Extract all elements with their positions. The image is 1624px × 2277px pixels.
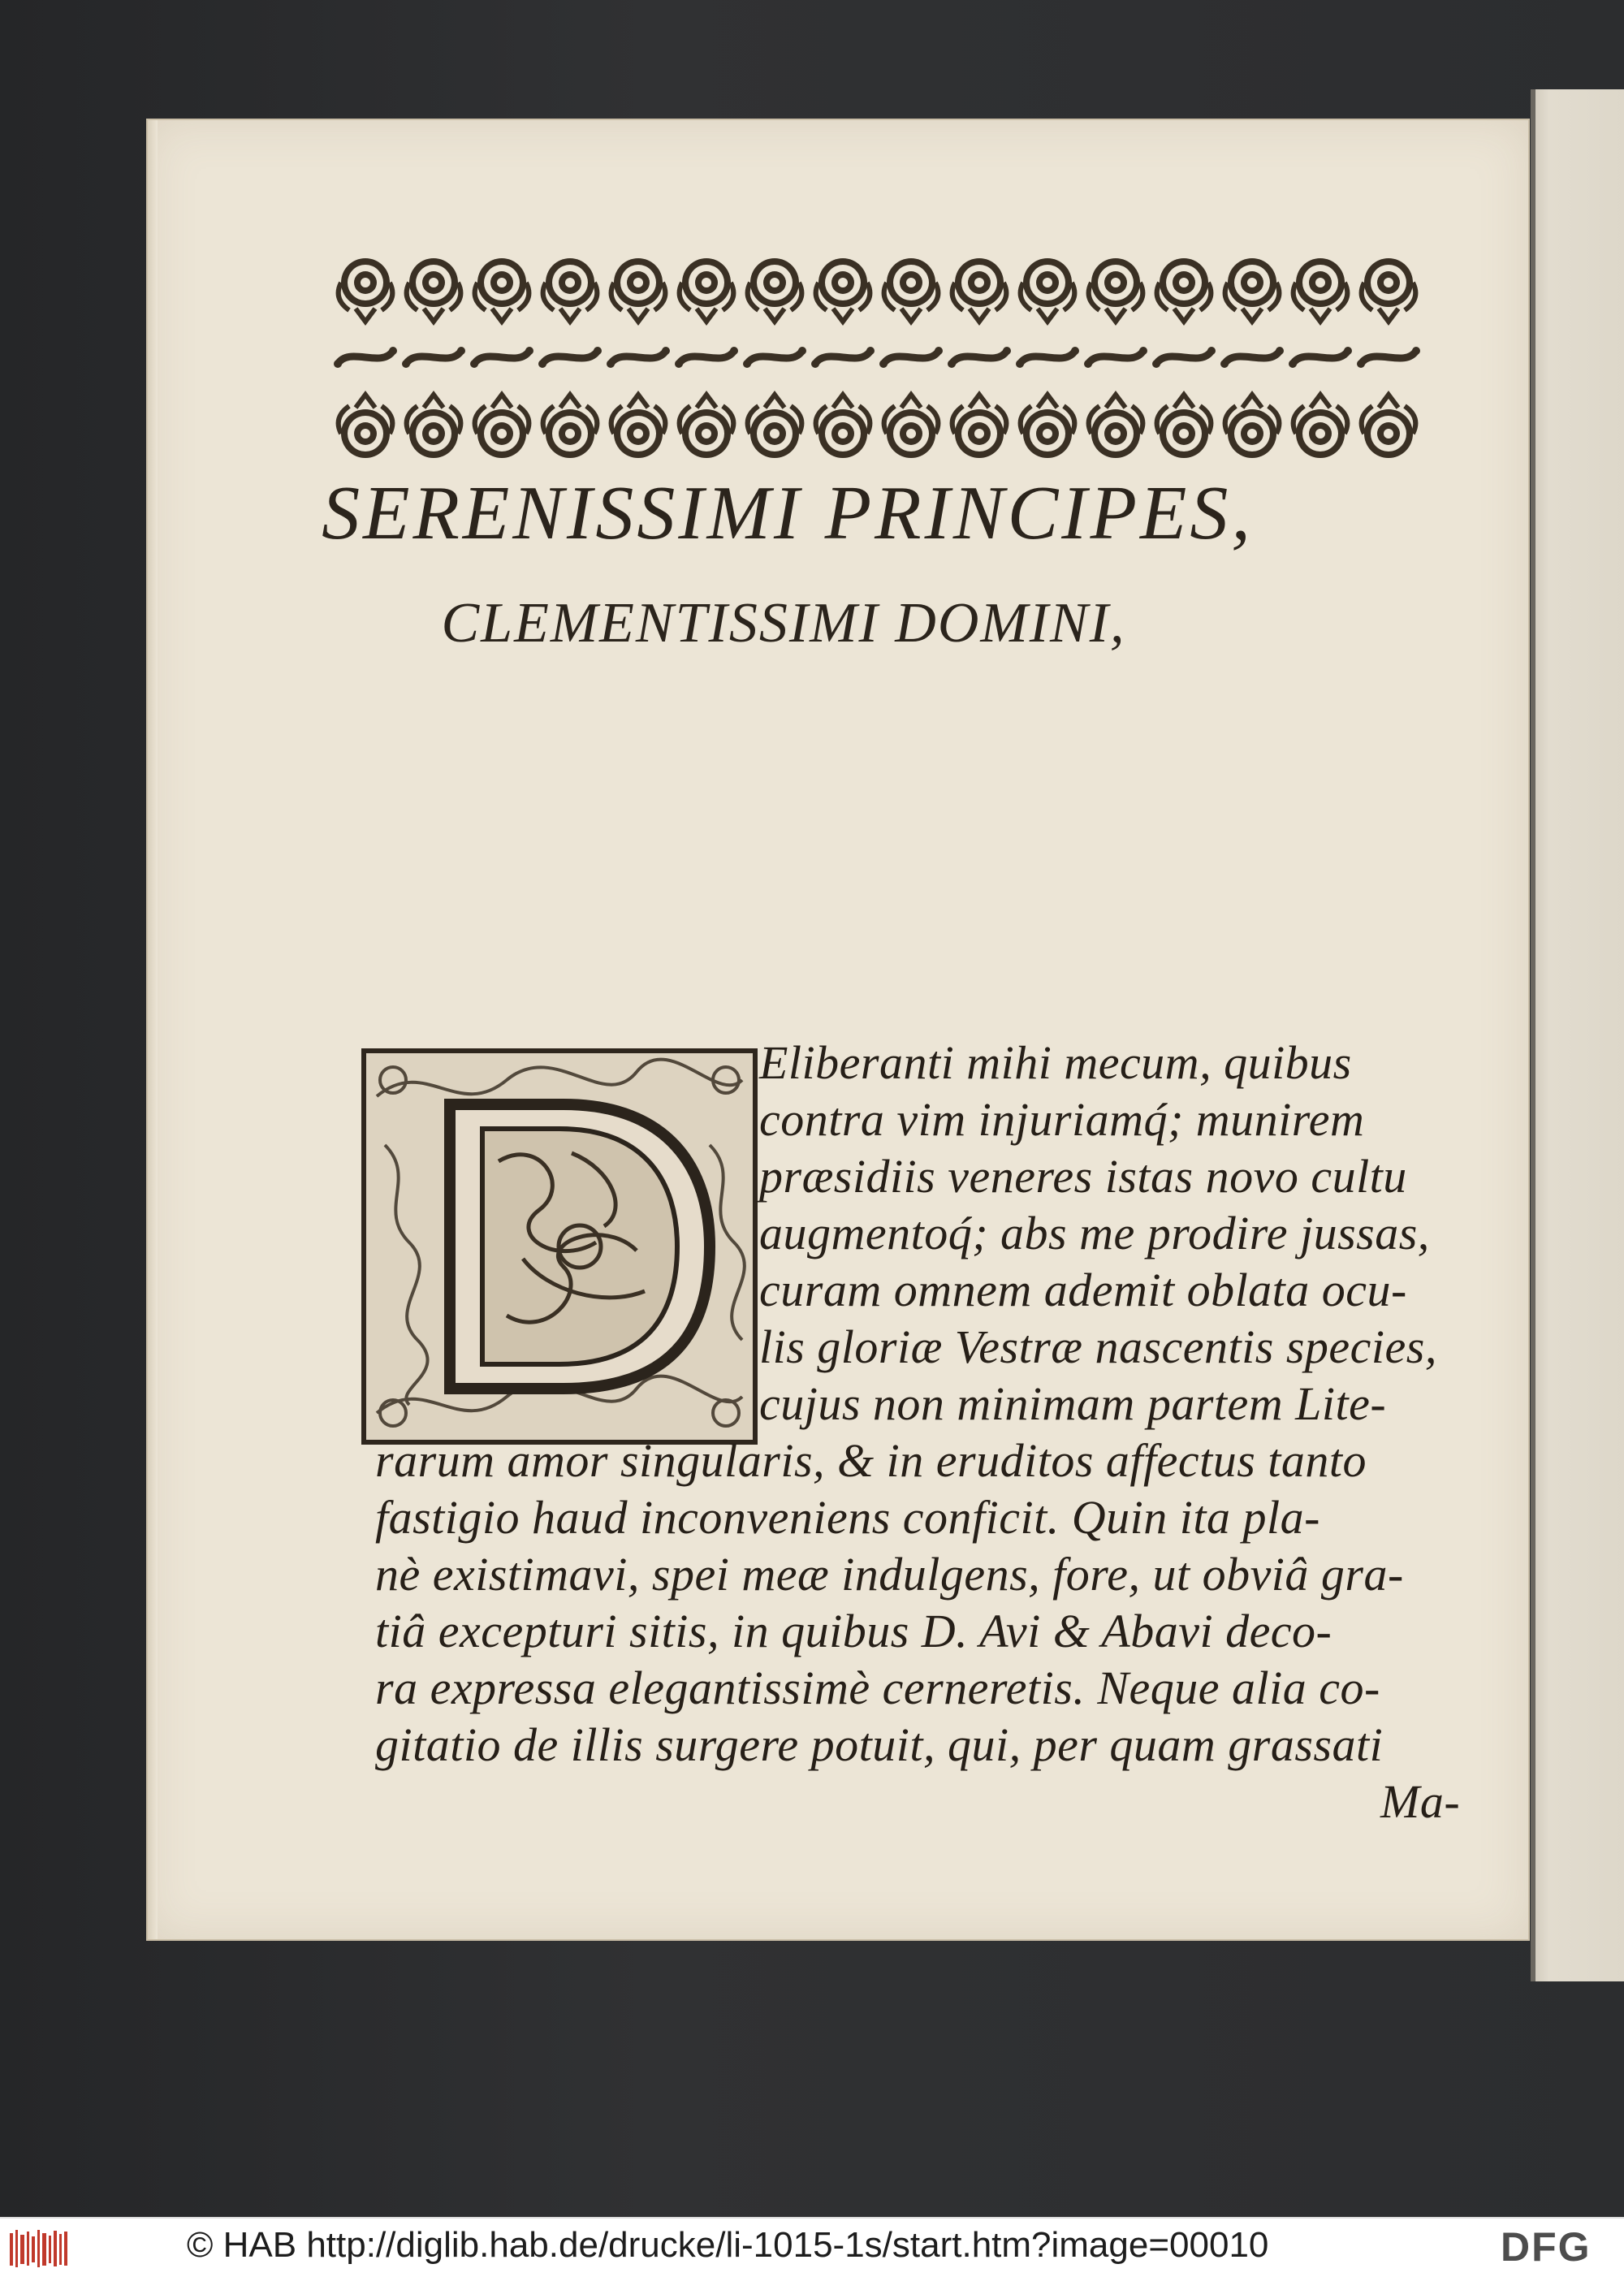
ornament-swirl [1357, 347, 1420, 368]
ornament-flower [407, 395, 461, 458]
ornament-flower [1157, 258, 1212, 322]
body-line: nè existimavi, spei meæ indulgens, fore, ut obviâ gra- [375, 1548, 1404, 1601]
ornament-swirl [675, 347, 738, 368]
ornament-flower [884, 258, 939, 322]
ornament-flower [339, 258, 393, 322]
ornament-swirl [607, 347, 670, 368]
decorated-initial-d [361, 1048, 758, 1445]
ornament-flower [816, 395, 870, 458]
body-line: cujus non minimam partem Lite- [759, 1377, 1387, 1430]
floral-ornament-band [333, 244, 1429, 473]
ornament-swirl [470, 347, 533, 368]
ornament-flower [884, 395, 939, 458]
body-line: rarum amor singularis, & in eruditos affectus tanto [375, 1434, 1367, 1487]
ornament-flower [407, 258, 461, 322]
ornament-flower [1157, 395, 1212, 458]
viewer-footer [0, 2217, 1624, 2277]
ornament-flower [1089, 258, 1143, 322]
ornament-swirl [402, 347, 465, 368]
hab-barcode-logo-icon[interactable] [8, 2228, 70, 2269]
ornament-swirl [1289, 347, 1352, 368]
ornament-flower [543, 258, 598, 322]
dfg-logo: DFG [1501, 2224, 1592, 2270]
ornament-flower [748, 258, 802, 322]
ornament-flower [1294, 395, 1348, 458]
body-line: lis gloriæ Vestræ nascentis species, [759, 1320, 1437, 1373]
ornament-flower [475, 395, 529, 458]
ornament-flower [952, 258, 1007, 322]
body-line: augmentoq́; abs me prodire jussas, [759, 1207, 1430, 1259]
ornament-swirl [1220, 347, 1284, 368]
catchword: Ma- [1380, 1775, 1461, 1828]
ornament-flower [475, 258, 529, 322]
ornament-swirl [811, 347, 875, 368]
body-line: tiâ excepturi sitis, in quibus D. Avi & Abavi deco- [375, 1605, 1332, 1657]
ornament-flower [1225, 395, 1280, 458]
ornament-flower [1362, 395, 1416, 458]
body-line: ra expressa elegantissimè cerneretis. Neque alia co- [375, 1661, 1380, 1714]
body-line: curam omnem ademit oblata ocu- [759, 1264, 1407, 1316]
body-line: præsidiis veneres istas novo cultu [759, 1150, 1407, 1203]
ornament-flower [611, 395, 666, 458]
ornament-flower [1294, 258, 1348, 322]
ornament-flower [952, 395, 1007, 458]
page-heading-line1: SERENISSIMI PRINCIPES, [322, 471, 1254, 555]
ornament-swirl [538, 347, 602, 368]
ornament-flower [680, 395, 734, 458]
ornament-flower [1089, 395, 1143, 458]
ornament-flower [339, 395, 393, 458]
body-line: gitatio de illis surgere potuit, qui, per quam grassati [375, 1718, 1384, 1771]
ornament-swirl [1084, 347, 1147, 368]
page-heading-line2: CLEMENTISSIMI DOMINI, [441, 592, 1126, 655]
ornament-swirl [1016, 347, 1079, 368]
ornament-flower [816, 258, 870, 322]
ornament-swirl [948, 347, 1011, 368]
copyright-url-text: © HAB http://diglib.hab.de/drucke/li-1015-1s/start.htm?image=00010 [187, 2225, 1269, 2265]
ornament-flower [1362, 258, 1416, 322]
body-line: Eliberanti mihi mecum, quibus [759, 1036, 1352, 1089]
ornament-flower [1021, 395, 1075, 458]
ornament-flower [611, 258, 666, 322]
ornament-swirl [334, 347, 397, 368]
ornament-swirl [1152, 347, 1216, 368]
ornament-swirl [743, 347, 806, 368]
ornament-flower [543, 395, 598, 458]
body-line: fastigio haud inconveniens conficit. Quin ita pla- [375, 1491, 1320, 1544]
ornament-flower [680, 258, 734, 322]
body-line: contra vim injuriamq́; munirem [759, 1093, 1365, 1146]
next-page-edge [1531, 89, 1624, 1981]
ornament-flower [1225, 258, 1280, 322]
ornament-flower [1021, 258, 1075, 322]
ornament-swirl [879, 347, 943, 368]
ornament-flower [748, 395, 802, 458]
